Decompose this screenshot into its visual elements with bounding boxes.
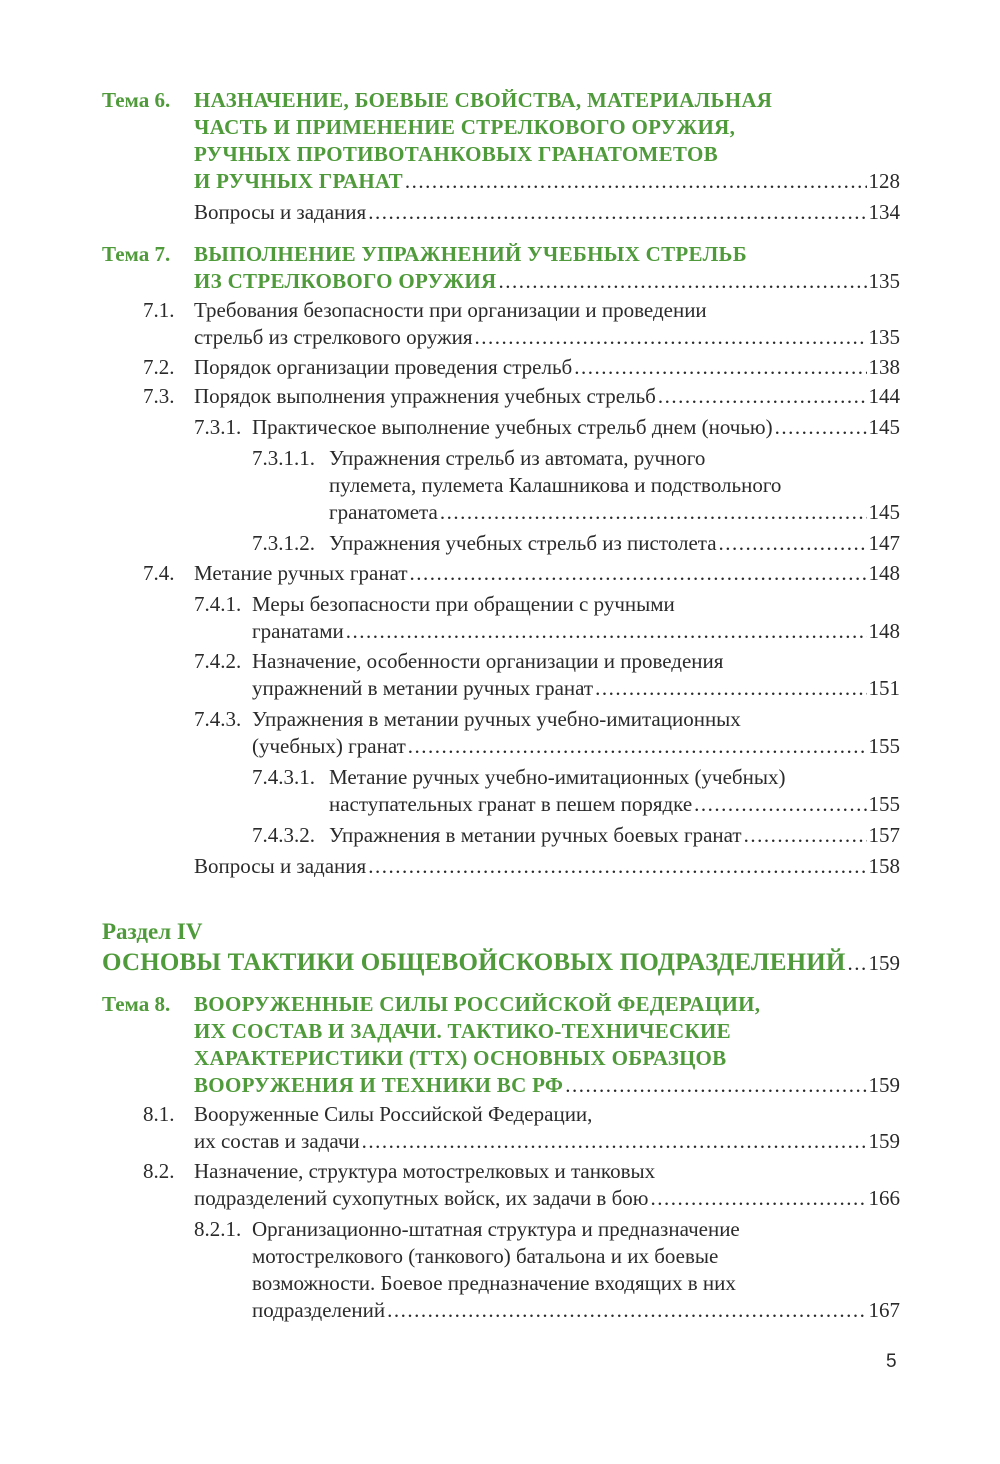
- section-7-4-number: 7.4.: [143, 561, 175, 585]
- section-7-3-1-1-line-3: гранатомета: [329, 500, 438, 524]
- topic-6-title-line-1: НАЗНАЧЕНИЕ, БОЕВЫЕ СВОЙСТВА, МАТЕРИАЛЬНАЯ: [194, 88, 773, 112]
- topic-8-title-line-2: ИХ СОСТАВ И ЗАДАЧИ. ТАКТИКО-ТЕХНИЧЕСКИЕ: [194, 1019, 731, 1043]
- section-8-2-line-2: подразделений сухопутных войск, их задачи в бою: [194, 1186, 649, 1210]
- leader-dots: [408, 733, 867, 760]
- section-7-3-1-number: 7.3.1.: [194, 415, 242, 439]
- topic-8-title-last-line[interactable]: [194, 1072, 900, 1099]
- section-8-2-1-number: 8.2.1.: [194, 1217, 242, 1241]
- topic-6-questions-label: Вопросы и задания: [194, 200, 367, 224]
- section-7-4-3-1-page: 155: [868, 792, 900, 816]
- leader-dots: [410, 560, 867, 587]
- leader-dots: [650, 1185, 866, 1212]
- section-7-3-1-2-number: 7.3.1.2.: [252, 531, 315, 555]
- section-iv-title: ОСНОВЫ ТАКТИКИ ОБЩЕВОЙСКОВЫХ ПОДРАЗДЕЛЕНИЙ: [102, 949, 846, 976]
- section-8-2-1-page: 167: [868, 1298, 900, 1322]
- section-7-3-1-1-line-1: Упражнения стрельб из автомата, ручного: [329, 446, 706, 470]
- topic-6-questions[interactable]: [194, 199, 900, 226]
- section-7-3-title: Порядок выполнения упражнения учебных стрельб: [194, 384, 656, 408]
- topic-6-title-last-line[interactable]: [194, 168, 900, 195]
- topic-6-questions-page: 134: [868, 200, 900, 224]
- section-7-4-1-line-2: гранатами: [252, 619, 344, 643]
- topic-8-label: Тема 8.: [102, 992, 171, 1016]
- section-7-4-1-number: 7.4.1.: [194, 592, 242, 616]
- leader-dots: [440, 499, 867, 526]
- leader-dots: [498, 268, 866, 295]
- section-8-2-1-line-3: возможности. Боевое предназначение входящих в них: [252, 1271, 736, 1295]
- topic-8-page: 159: [868, 1073, 900, 1097]
- topic-7-questions-page: 158: [868, 854, 900, 878]
- section-8-2-1-line-4: подразделений: [252, 1298, 386, 1322]
- section-7-4-3-1-line-2: наступательных гранат в пешем порядке: [329, 792, 693, 816]
- section-7-3-1-page: 145: [868, 415, 900, 439]
- section-7-3-1-title: Практическое выполнение учебных стрельб днем (ночью): [252, 415, 773, 439]
- section-8-2-1-entry[interactable]: [252, 1297, 900, 1324]
- section-8-1-number: 8.1.: [143, 1102, 175, 1126]
- section-iv-page: 159: [868, 951, 900, 975]
- topic-6-title-line-2: ЧАСТЬ И ПРИМЕНЕНИЕ СТРЕЛКОВОГО ОРУЖИЯ,: [194, 115, 736, 139]
- leader-dots: [405, 168, 867, 195]
- section-8-2-1-line-2: мотострелкового (танкового) батальона и их боевые: [252, 1244, 719, 1268]
- section-8-2-entry[interactable]: [194, 1185, 900, 1212]
- topic-7-page: 135: [868, 269, 900, 293]
- section-7-4-2-entry[interactable]: [252, 675, 900, 702]
- section-7-1-page: 135: [868, 325, 900, 349]
- topic-6-title-line-3: РУЧНЫХ ПРОТИВОТАНКОВЫХ ГРАНАТОМЕТОВ: [194, 142, 718, 166]
- section-iv-label: Раздел IV: [102, 919, 203, 944]
- topic-8-title-line-4: ВООРУЖЕНИЯ И ТЕХНИКИ ВС РФ: [194, 1073, 564, 1097]
- section-7-2-entry[interactable]: [194, 354, 900, 381]
- section-7-2-page: 138: [868, 355, 900, 379]
- section-7-4-2-number: 7.4.2.: [194, 649, 242, 673]
- topic-7-title-line-2: ИЗ СТРЕЛКОВОГО ОРУЖИЯ: [194, 269, 497, 293]
- leader-dots: [574, 354, 866, 381]
- section-7-3-1-1-page: 145: [868, 500, 900, 524]
- section-7-4-title: Метание ручных гранат: [194, 561, 408, 585]
- section-8-2-number: 8.2.: [143, 1159, 175, 1183]
- section-7-4-2-line-2: упражнений в метании ручных гранат: [252, 676, 594, 700]
- leader-dots: [658, 383, 867, 410]
- section-8-1-entry[interactable]: [194, 1128, 900, 1155]
- section-7-4-1-entry[interactable]: [252, 618, 900, 645]
- topic-7-label: Тема 7.: [102, 242, 171, 266]
- section-8-2-line-1: Назначение, структура мотострелковых и танковых: [194, 1159, 656, 1183]
- section-7-3-1-entry[interactable]: [252, 414, 900, 441]
- topic-8-title-line-1: ВООРУЖЕННЫЕ СИЛЫ РОССИЙСКОЙ ФЕДЕРАЦИИ,: [194, 992, 761, 1016]
- leader-dots: [362, 1128, 867, 1155]
- leader-dots: [475, 324, 867, 351]
- topic-6-label: Тема 6.: [102, 88, 171, 112]
- section-7-4-3-2-entry[interactable]: [329, 822, 900, 849]
- section-7-4-entry[interactable]: [194, 560, 900, 587]
- section-7-3-1-1-number: 7.3.1.1.: [252, 446, 315, 470]
- topic-7-title-last-line[interactable]: [194, 268, 900, 295]
- section-7-4-2-line-1: Назначение, особенности организации и проведения: [252, 649, 724, 673]
- section-7-4-page: 148: [868, 561, 900, 585]
- section-iv-entry[interactable]: [102, 946, 900, 980]
- section-7-4-3-number: 7.4.3.: [194, 707, 242, 731]
- section-8-1-line-2: их состав и задачи: [194, 1129, 360, 1153]
- section-7-4-3-2-title: Упражнения в метании ручных боевых гранат: [329, 823, 742, 847]
- section-7-1-number: 7.1.: [143, 298, 175, 322]
- section-7-3-1-2-page: 147: [868, 531, 900, 555]
- leader-dots: [368, 853, 866, 880]
- section-7-2-number: 7.2.: [143, 355, 175, 379]
- leader-dots: [775, 414, 867, 441]
- topic-7-questions[interactable]: [194, 853, 900, 880]
- section-7-4-3-2-page: 157: [868, 823, 900, 847]
- leader-dots: [744, 822, 867, 849]
- section-7-4-1-line-1: Меры безопасности при обращении с ручными: [252, 592, 675, 616]
- leader-dots: [694, 791, 866, 818]
- section-7-1-line-1: Требования безопасности при организации и проведении: [194, 298, 707, 322]
- leader-dots: [368, 199, 866, 226]
- section-7-1-entry[interactable]: [194, 324, 900, 351]
- section-7-4-3-page: 155: [868, 734, 900, 758]
- section-7-3-1-1-line-2: пулемета, пулемета Калашникова и подствольного: [329, 473, 782, 497]
- leader-dots: [719, 530, 867, 557]
- section-7-1-line-2: стрельб из стрелкового оружия: [194, 325, 473, 349]
- leader-dots: [387, 1297, 866, 1324]
- section-7-4-3-1-line-1: Метание ручных учебно-имитационных (учебных): [329, 765, 786, 789]
- section-7-4-3-1-number: 7.4.3.1.: [252, 765, 315, 789]
- topic-6-title-line-4: И РУЧНЫХ ГРАНАТ: [194, 169, 403, 193]
- topic-6-page: 128: [868, 169, 900, 193]
- leader-dots: [565, 1072, 866, 1099]
- section-7-3-number: 7.3.: [143, 384, 175, 408]
- page-number: 5: [886, 1351, 897, 1372]
- section-7-4-3-1-entry[interactable]: [329, 791, 900, 818]
- section-7-4-3-2-number: 7.4.3.2.: [252, 823, 315, 847]
- section-7-3-page: 144: [868, 384, 900, 408]
- section-8-2-page: 166: [868, 1186, 900, 1210]
- leader-dots: [595, 675, 866, 702]
- section-7-4-3-line-1: Упражнения в метании ручных учебно-имитационных: [252, 707, 741, 731]
- topic-8-title-line-3: ХАРАКТЕРИСТИКИ (ТТХ) ОСНОВНЫХ ОБРАЗЦОВ: [194, 1046, 727, 1070]
- section-8-2-1-line-1: Организационно-штатная структура и предназначение: [252, 1217, 740, 1241]
- section-7-3-1-2-entry[interactable]: [329, 530, 900, 557]
- topic-7-questions-label: Вопросы и задания: [194, 854, 367, 878]
- section-7-2-title: Порядок организации проведения стрельб: [194, 355, 573, 379]
- leader-dots: [848, 946, 867, 980]
- section-7-3-1-1-entry[interactable]: [329, 499, 900, 526]
- section-7-4-2-page: 151: [868, 676, 900, 700]
- section-8-1-line-1: Вооруженные Силы Российской Федерации,: [194, 1102, 593, 1126]
- section-7-4-3-line-2: (учебных) гранат: [252, 734, 406, 758]
- topic-7-title-line-1: ВЫПОЛНЕНИЕ УПРАЖНЕНИЙ УЧЕБНЫХ СТРЕЛЬБ: [194, 242, 747, 266]
- section-7-3-entry[interactable]: [194, 383, 900, 410]
- section-7-3-1-2-title: Упражнения учебных стрельб из пистолета: [329, 531, 717, 555]
- leader-dots: [346, 618, 867, 645]
- section-7-4-1-page: 148: [868, 619, 900, 643]
- section-8-1-page: 159: [868, 1129, 900, 1153]
- section-7-4-3-entry[interactable]: [252, 733, 900, 760]
